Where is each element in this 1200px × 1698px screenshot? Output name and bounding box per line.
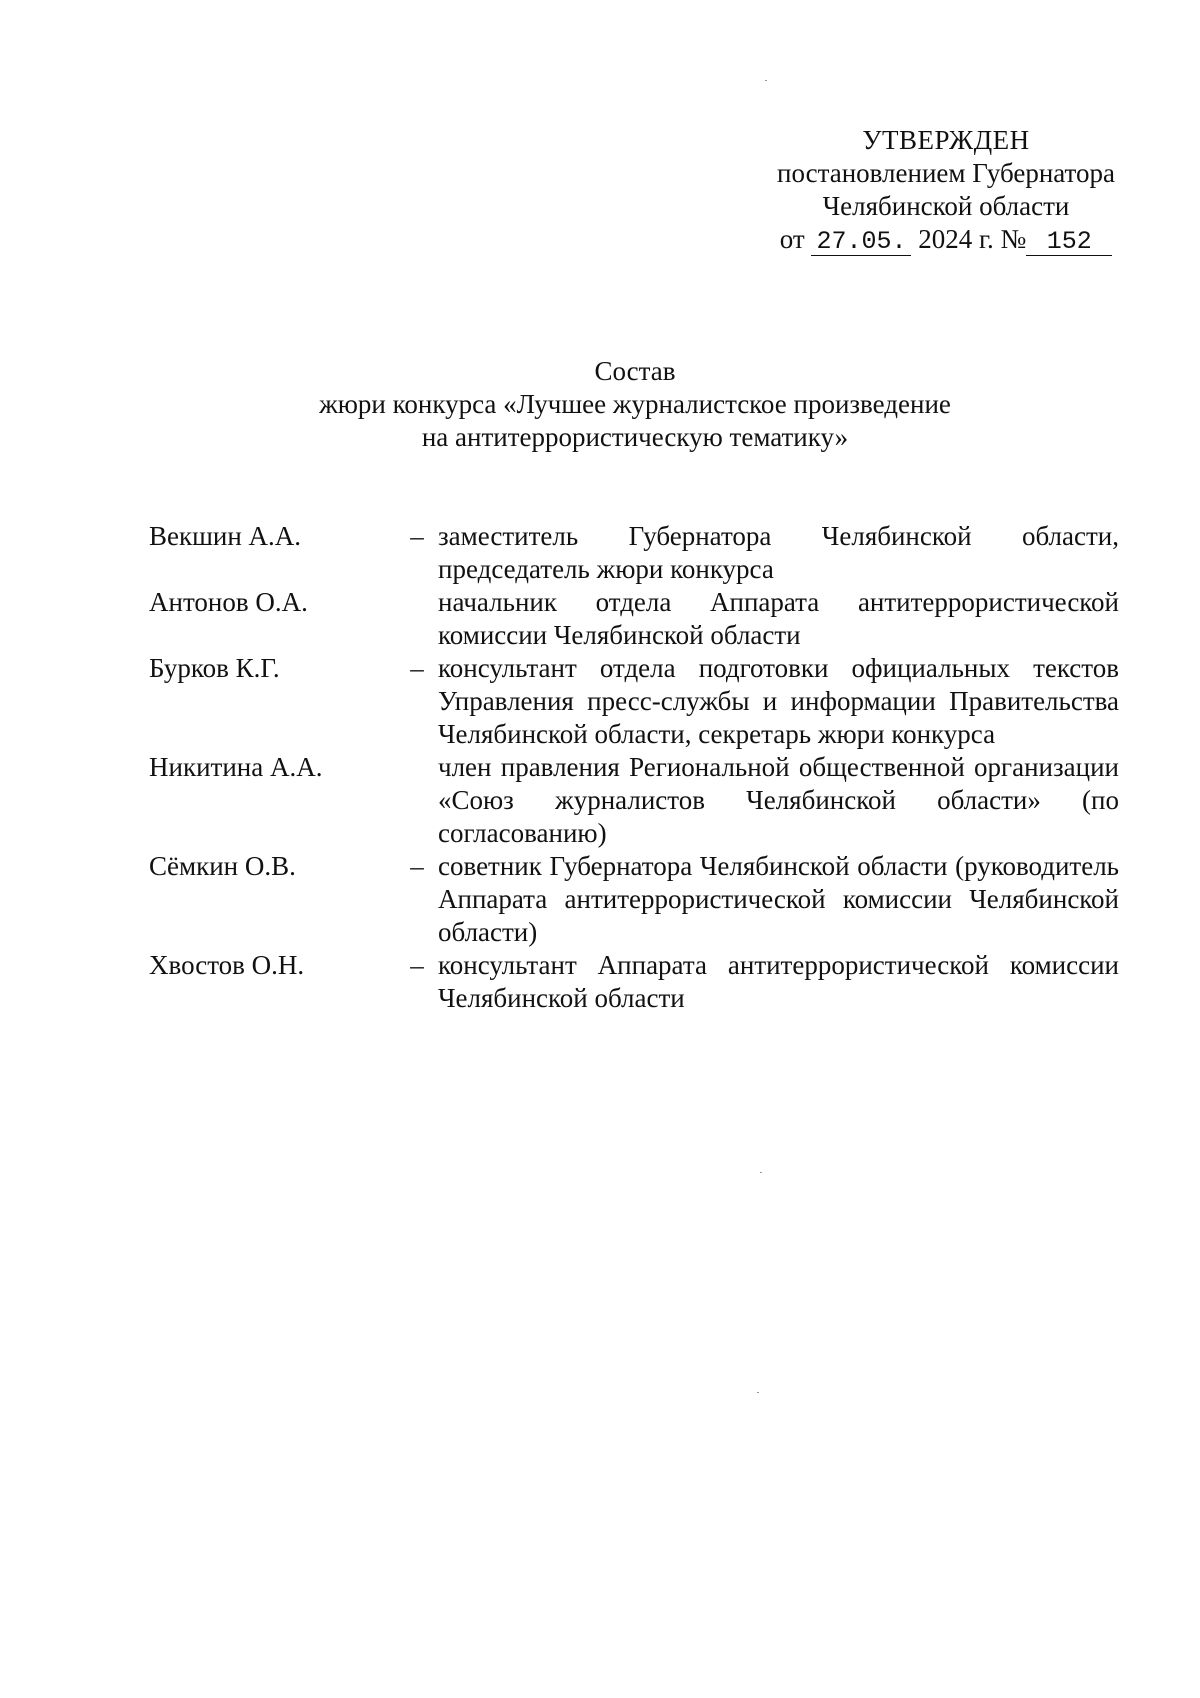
member-dash: – xyxy=(410,653,424,683)
member-role: заместитель Губернатора Челябинской области, председатель жюри конкурса xyxy=(438,521,1119,584)
approval-region: Челябинской области xyxy=(822,191,1070,221)
member-row xyxy=(149,751,1119,850)
member-row xyxy=(149,652,1119,751)
member-dash: – xyxy=(410,521,424,551)
member-role: начальник отдела Аппарата антитеррористической комиссии Челябинской области xyxy=(438,587,1119,650)
document-title xyxy=(200,355,1070,454)
member-dash xyxy=(399,586,435,652)
scan-speck xyxy=(765,80,767,81)
member-name: Векшин А.А. xyxy=(149,521,302,551)
jury-members-list xyxy=(149,520,1119,1015)
title-line-3: на антитеррористическую тематику» xyxy=(421,422,849,452)
member-name: Хвостов О.Н. xyxy=(149,950,305,980)
member-name: Антонов О.А. xyxy=(149,587,308,617)
approval-date-line xyxy=(760,223,1132,256)
member-role: консультант отдела подготовки официальных текстов Управления пресс-службы и информации Правительства Челябинской области, секретарь жюри конкурса xyxy=(438,653,1119,749)
title-line-2: жюри конкурса «Лучшее журналистское произведение xyxy=(319,389,951,419)
scan-speck xyxy=(757,1392,759,1393)
approval-heading: УТВЕРЖДЕН xyxy=(862,125,1030,155)
title-line-1: Состав xyxy=(594,356,676,386)
approval-stamp xyxy=(760,124,1132,256)
date-prefix: от xyxy=(779,224,805,254)
member-row xyxy=(149,949,1119,1015)
member-row xyxy=(149,520,1119,586)
scan-speck xyxy=(760,1172,762,1173)
number-field: 152 xyxy=(1026,229,1112,256)
member-name: Никитина А.А. xyxy=(149,752,323,782)
approval-by: постановлением Губернатора xyxy=(777,158,1115,188)
member-row xyxy=(149,850,1119,949)
member-dash: – xyxy=(410,950,424,980)
member-row xyxy=(149,586,1119,652)
year-label: 2024 г. № xyxy=(918,224,1027,254)
member-name: Сёмкин О.В. xyxy=(149,851,296,881)
member-dash xyxy=(399,751,435,850)
member-role: член правления Региональной общественной организации «Союз журналистов Челябинской области» (по согласованию) xyxy=(438,752,1119,848)
member-name: Бурков К.Г. xyxy=(149,653,280,683)
member-dash: – xyxy=(410,851,424,881)
date-field: 27.05. xyxy=(811,229,911,256)
member-role: советник Губернатора Челябинской области (руководитель Аппарата антитеррористической комиссии Челябинской области) xyxy=(438,851,1119,947)
member-role: консультант Аппарата антитеррористической комиссии Челябинской области xyxy=(438,950,1119,1013)
